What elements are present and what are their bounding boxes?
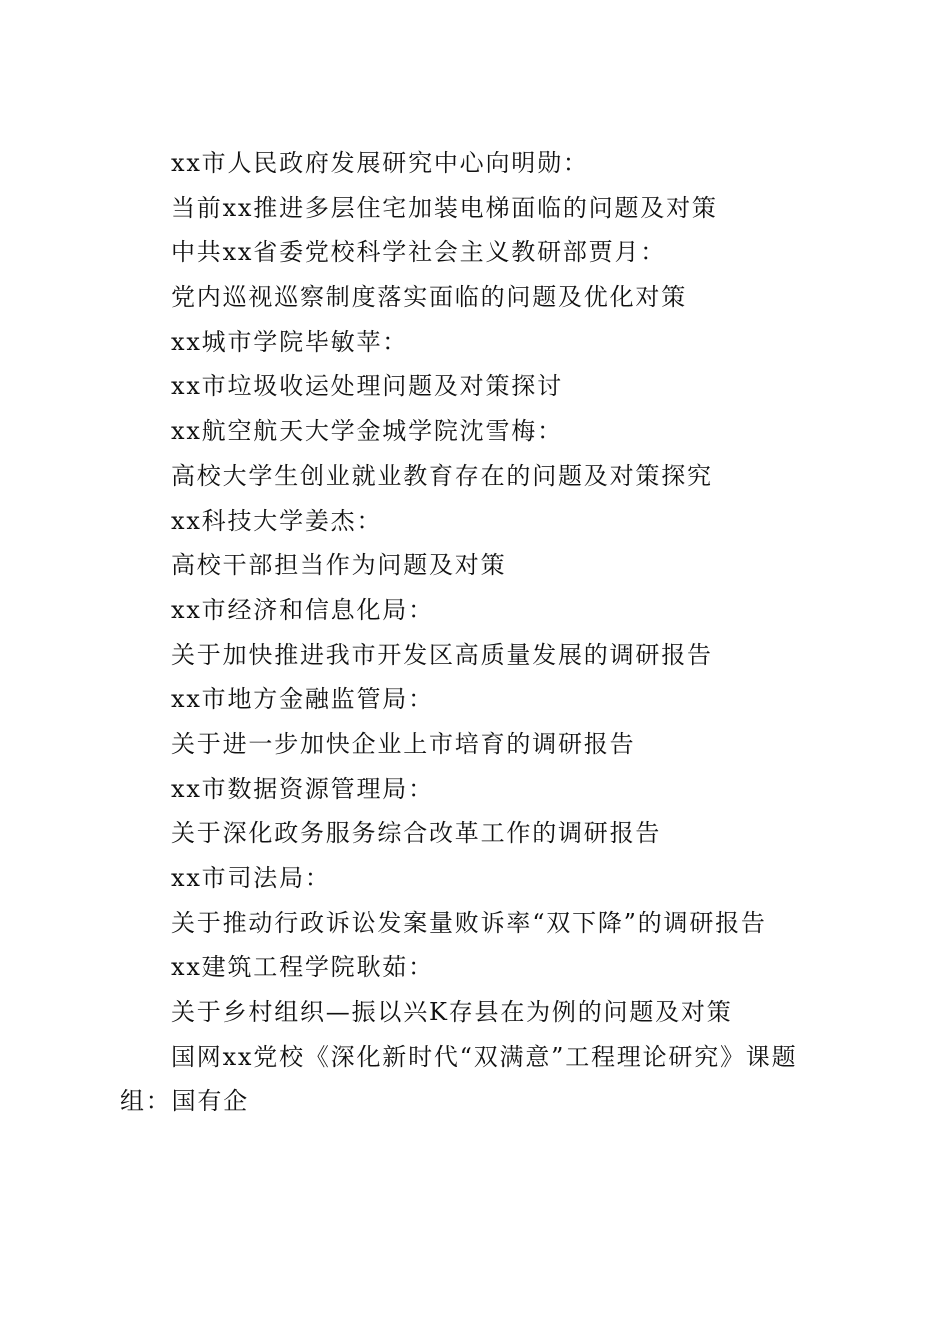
paragraph-line-first: 国网xx党校《深化新时代“双满意”工程理论研究》课题 [171,1042,798,1071]
text-line: 高校干部担当作为问题及对策 [171,551,507,580]
text-line: 关于乡村组织—振以兴K存县在为例的问题及对策 [171,998,733,1027]
text-line: xx城市学院毕敏苹： [171,327,409,356]
text-line: 中共xx省委党校科学社会主义教研部贾月： [171,238,667,267]
text-line: 关于深化政务服务综合改革工作的调研报告 [171,819,662,848]
text-line: xx科技大学姜杰： [171,506,383,535]
text-line: 当前xx推进多层住宅加装电梯面临的问题及对策 [171,193,718,222]
text-line: xx市数据资源管理局： [171,774,434,803]
text-line: xx市人民政府发展研究中心向明勋： [171,149,589,177]
text-line: 关于加快推进我市开发区高质量发展的调研报告 [171,640,713,669]
paragraph-line-continued: 组：国有企 [120,1087,249,1116]
document-body [120,141,830,1124]
text-line: 党内巡视巡察制度落实面临的问题及优化对策 [171,283,687,312]
text-line: xx航空航天大学金城学院沈雪梅： [171,417,563,446]
text-line: xx市司法局： [171,864,331,892]
text-line: xx市经济和信息化局： [171,595,434,624]
text-line: xx市地方金融监管局： [171,685,434,714]
text-line: 关于进一步加快企业上市培育的调研报告 [171,729,636,758]
text-line: 高校大学生创业就业教育存在的问题及对策探究 [171,461,713,490]
text-line: 关于推动行政诉讼发案量败诉率“双下降”的调研报告 [171,908,767,937]
text-line: xx市垃圾收运处理问题及对策探讨 [171,372,563,401]
text-line: xx建筑工程学院耿茹： [171,953,434,982]
